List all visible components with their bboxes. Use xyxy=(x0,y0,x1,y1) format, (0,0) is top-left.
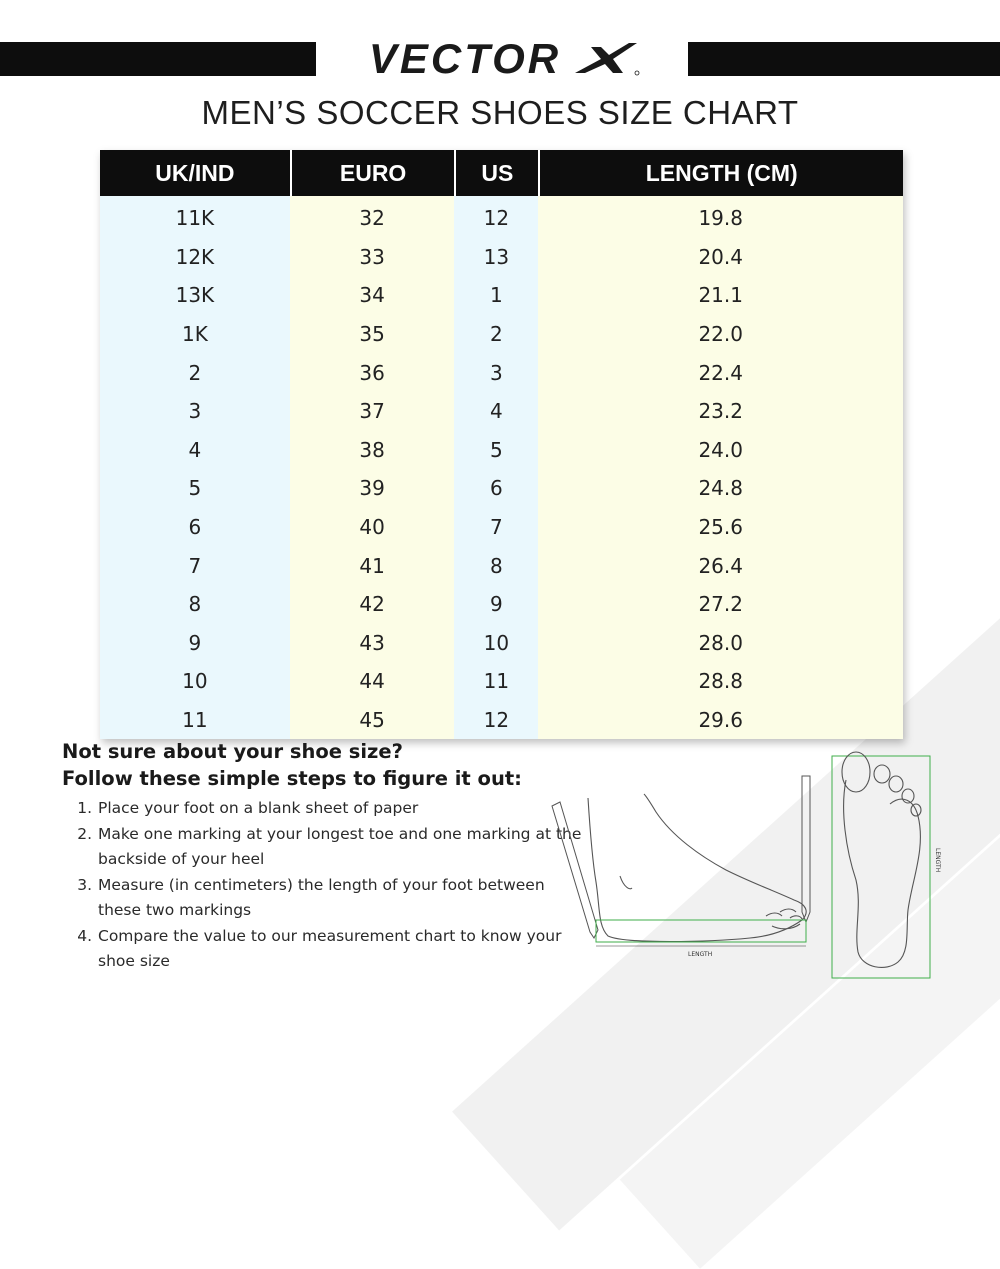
table-cell: 24.0 xyxy=(538,431,903,470)
table-cell: 5 xyxy=(100,469,290,508)
table-cell: 29.6 xyxy=(538,701,903,740)
step-text: Place your foot on a blank sheet of paper xyxy=(98,799,419,817)
column-header: EURO xyxy=(290,150,455,196)
table-cell: 10 xyxy=(100,662,290,701)
table-cell: 7 xyxy=(100,546,290,585)
column-header: US xyxy=(454,150,538,196)
instructions-subheading: Follow these simple steps to figure it out: xyxy=(62,767,522,790)
pencil-icon xyxy=(802,776,810,922)
instruction-step xyxy=(62,924,582,975)
pencil-icon xyxy=(552,802,598,938)
instruction-step xyxy=(62,796,582,822)
table-cell: 3 xyxy=(100,392,290,431)
step-number: 1. xyxy=(77,799,92,817)
table-cell: 10 xyxy=(454,624,538,663)
table-body xyxy=(100,196,903,739)
table-cell: 6 xyxy=(454,469,538,508)
table-cell: 7 xyxy=(454,508,538,547)
table-cell: 34 xyxy=(290,276,455,315)
column-header: LENGTH (CM) xyxy=(538,150,903,196)
table-row xyxy=(100,624,903,663)
table-cell: 12 xyxy=(454,701,538,740)
table-cell: 11 xyxy=(454,662,538,701)
table-cell: 38 xyxy=(290,431,455,470)
table-cell: 25.6 xyxy=(538,508,903,547)
column-header: UK/IND xyxy=(100,150,290,196)
table-cell: 2 xyxy=(454,315,538,354)
table-cell: 5 xyxy=(454,431,538,470)
table-cell: 26.4 xyxy=(538,546,903,585)
table-cell: 9 xyxy=(454,585,538,624)
table-cell: 3 xyxy=(454,353,538,392)
step-number: 3. xyxy=(77,875,92,894)
instructions-section xyxy=(62,738,582,975)
table-row xyxy=(100,546,903,585)
table-row xyxy=(100,315,903,354)
size-chart-table xyxy=(100,150,903,739)
table-header-row xyxy=(100,150,903,196)
table-row xyxy=(100,662,903,701)
step-number: 4. xyxy=(77,926,92,945)
table-cell: 22.4 xyxy=(538,353,903,392)
table-cell: 28.8 xyxy=(538,662,903,701)
page-title: MEN’S SOCCER SHOES SIZE CHART xyxy=(201,94,799,131)
table-row xyxy=(100,392,903,431)
table-cell: 22.0 xyxy=(538,315,903,354)
header-bar-right xyxy=(688,42,1000,76)
table-cell: 33 xyxy=(290,238,455,277)
foot-sole-view-icon xyxy=(842,752,921,967)
steps-list xyxy=(62,796,582,975)
instruction-step xyxy=(62,873,582,924)
table-cell: 12 xyxy=(454,196,538,238)
step-text: Make one marking at your longest toe and one marking at the backside of your heel xyxy=(98,824,582,868)
step-text: Compare the value to our measurement chart to know your shoe size xyxy=(98,926,562,970)
table-row xyxy=(100,431,903,470)
table-cell: 37 xyxy=(290,392,455,431)
side-length-label: LENGTH xyxy=(688,951,713,958)
table-cell: 41 xyxy=(290,546,455,585)
instruction-step xyxy=(62,822,582,873)
table-cell: 21.1 xyxy=(538,276,903,315)
instructions-heading: Not sure about your shoe size? xyxy=(62,740,403,763)
step-number: 2. xyxy=(77,824,92,843)
table-cell: 8 xyxy=(454,546,538,585)
table-row xyxy=(100,585,903,624)
table-cell: 19.8 xyxy=(538,196,903,238)
table-cell: 20.4 xyxy=(538,238,903,277)
table-cell: 23.2 xyxy=(538,392,903,431)
table-cell: 24.8 xyxy=(538,469,903,508)
table-cell: 4 xyxy=(100,431,290,470)
x-swoosh-logo-icon xyxy=(571,39,641,79)
table-row xyxy=(100,469,903,508)
foot-measurement-illustration xyxy=(540,740,960,980)
sole-measurement-frame xyxy=(832,756,930,978)
header-bar-left xyxy=(0,42,316,76)
table-row xyxy=(100,196,903,238)
table-row xyxy=(100,353,903,392)
table-cell: 40 xyxy=(290,508,455,547)
table-cell: 11K xyxy=(100,196,290,238)
sole-length-label: LENGTH xyxy=(934,848,941,873)
table-cell: 27.2 xyxy=(538,585,903,624)
table-cell: 4 xyxy=(454,392,538,431)
table-cell: 44 xyxy=(290,662,455,701)
table-cell: 1 xyxy=(454,276,538,315)
table-cell: 2 xyxy=(100,353,290,392)
brand-name: VECTOR xyxy=(368,35,562,82)
table-cell: 8 xyxy=(100,585,290,624)
table-cell: 9 xyxy=(100,624,290,663)
table-row xyxy=(100,508,903,547)
table-cell: 36 xyxy=(290,353,455,392)
table-cell: 11 xyxy=(100,701,290,740)
step-text: Measure (in centimeters) the length of your foot between these two markings xyxy=(98,875,545,919)
table-row xyxy=(100,701,903,740)
table-cell: 43 xyxy=(290,624,455,663)
table-cell: 1K xyxy=(100,315,290,354)
table-cell: 13 xyxy=(454,238,538,277)
table-cell: 12K xyxy=(100,238,290,277)
table-cell: 42 xyxy=(290,585,455,624)
table-cell: 6 xyxy=(100,508,290,547)
table-cell: 32 xyxy=(290,196,455,238)
table-cell: 35 xyxy=(290,315,455,354)
table-cell: 45 xyxy=(290,701,455,740)
brand-logo xyxy=(340,36,670,82)
table-cell: 13K xyxy=(100,276,290,315)
table-row xyxy=(100,238,903,277)
foot-side-view-icon xyxy=(588,794,806,942)
table-cell: 39 xyxy=(290,469,455,508)
table-cell: 28.0 xyxy=(538,624,903,663)
table-row xyxy=(100,276,903,315)
